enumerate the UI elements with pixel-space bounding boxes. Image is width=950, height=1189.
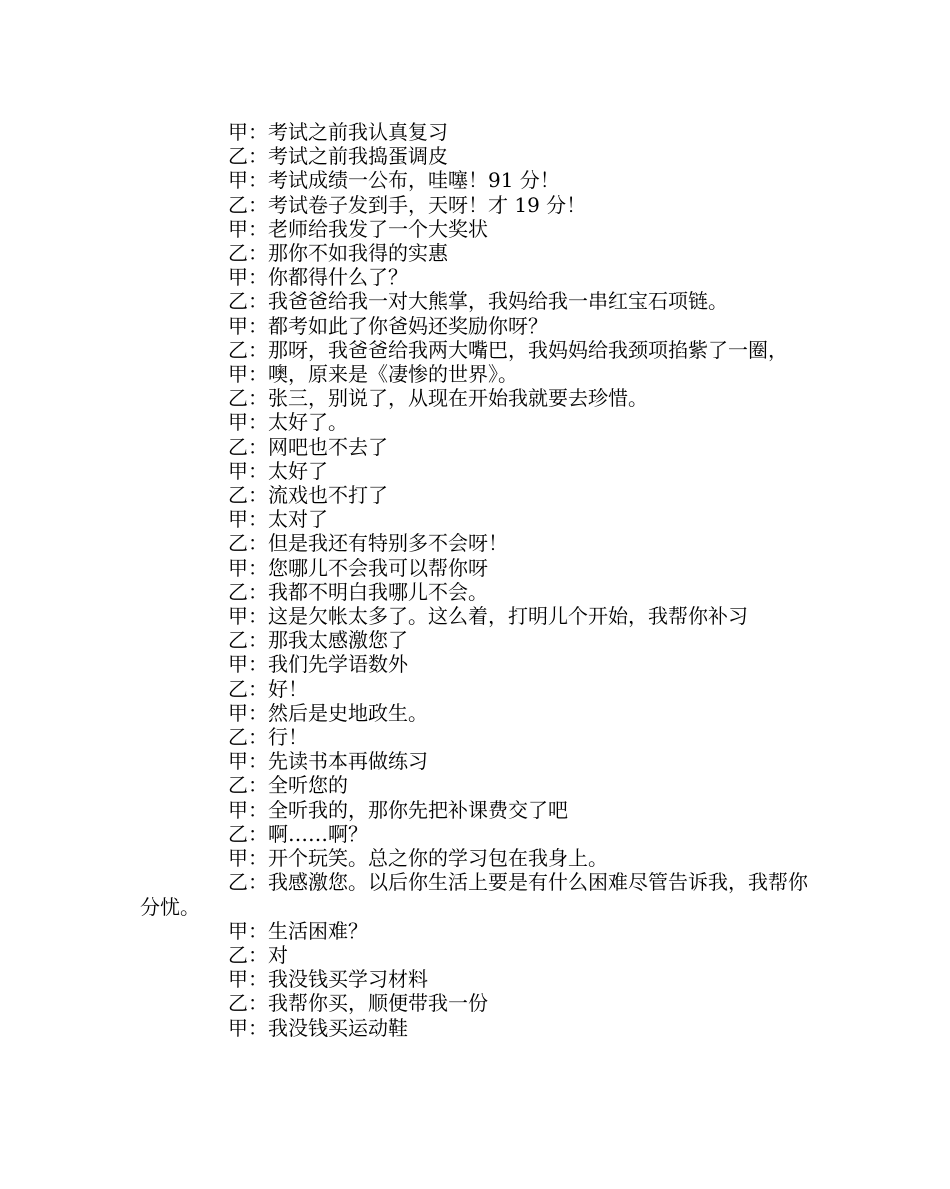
dialogue-line: 乙：考试之前我捣蛋调皮 [228, 144, 448, 169]
dialogue-line: 乙：我都不明白我哪儿不会。 [228, 579, 488, 604]
dialogue-line: 甲：太好了 [228, 458, 328, 483]
dialogue-line: 甲：老师给我发了一个大奖状 [228, 216, 488, 241]
dialogue-line: 甲：我没钱买学习材料 [228, 967, 428, 992]
dialogue-text [140, 120, 816, 1040]
dialogue-line: 甲：这是欠帐太多了。这么着，打明儿个开始，我帮你补习 [228, 604, 748, 629]
dialogue-line: 乙：全听您的 [228, 773, 348, 798]
dialogue-line: 甲：我们先学语数外 [228, 652, 408, 677]
dialogue-line: 甲：全听我的，那你先把补课费交了吧 [228, 797, 568, 822]
dialogue-line: 乙：我帮你买，顺便带我一份 [228, 991, 488, 1016]
dialogue-line: 甲：然后是史地政生。 [228, 700, 428, 725]
dialogue-line: 甲：先读书本再做练习 [228, 749, 428, 774]
dialogue-line: 乙：行！ [228, 725, 308, 750]
dialogue-line: 甲：开个玩笑。总之你的学习包在我身上。 [228, 846, 608, 871]
dialogue-line: 甲：噢，原来是《凄惨的世界》。 [228, 362, 518, 387]
dialogue-line: 甲：我没钱买运动鞋 [228, 1015, 408, 1040]
dialogue-line: 乙：那呀，我爸爸给我两大嘴巴，我妈妈给我颈项掐紫了一圈， [228, 337, 788, 362]
dialogue-line: 乙：但是我还有特别多不会呀！ [228, 531, 508, 556]
dialogue-line: 乙：张三，别说了，从现在开始我就要去珍惜。 [228, 386, 648, 411]
dialogue-line: 甲：太好了。 [228, 410, 348, 435]
dialogue-line: 甲：考试之前我认真复习 [228, 120, 448, 144]
dialogue-line: 甲：你都得什么了？ [228, 265, 408, 290]
dialogue-line: 甲：太对了 [228, 507, 328, 532]
dialogue-line: 乙：对 [228, 942, 288, 967]
dialogue-line: 乙：流戏也不打了 [228, 483, 388, 508]
dialogue-line: 乙：啊……啊？ [228, 821, 368, 846]
dialogue-line: 乙：网吧也不去了 [228, 434, 388, 459]
dialogue-line: 乙：那我太感激您了 [228, 628, 408, 653]
dialogue-line: 甲：都考如此了你爸妈还奖励你呀？ [228, 313, 548, 338]
dialogue-line: 甲：您哪儿不会我可以帮你呀 [228, 555, 488, 580]
dialogue-line: 乙：我感激您。以后你生活上要是有什么困难尽管告诉我，我帮你分忧。 [140, 870, 808, 919]
dialogue-line: 甲：考试成绩一公布，哇噻！91 分！ [228, 168, 560, 193]
dialogue-line: 乙：我爸爸给我一对大熊掌，我妈给我一串红宝石项链。 [228, 289, 728, 314]
dialogue-line: 乙：那你不如我得的实惠 [228, 241, 448, 266]
dialogue-line: 甲：生活困难？ [228, 918, 368, 943]
dialogue-line: 乙：好！ [228, 676, 308, 701]
dialogue-line: 乙：考试卷子发到手，天呀！才 19 分！ [228, 192, 587, 217]
